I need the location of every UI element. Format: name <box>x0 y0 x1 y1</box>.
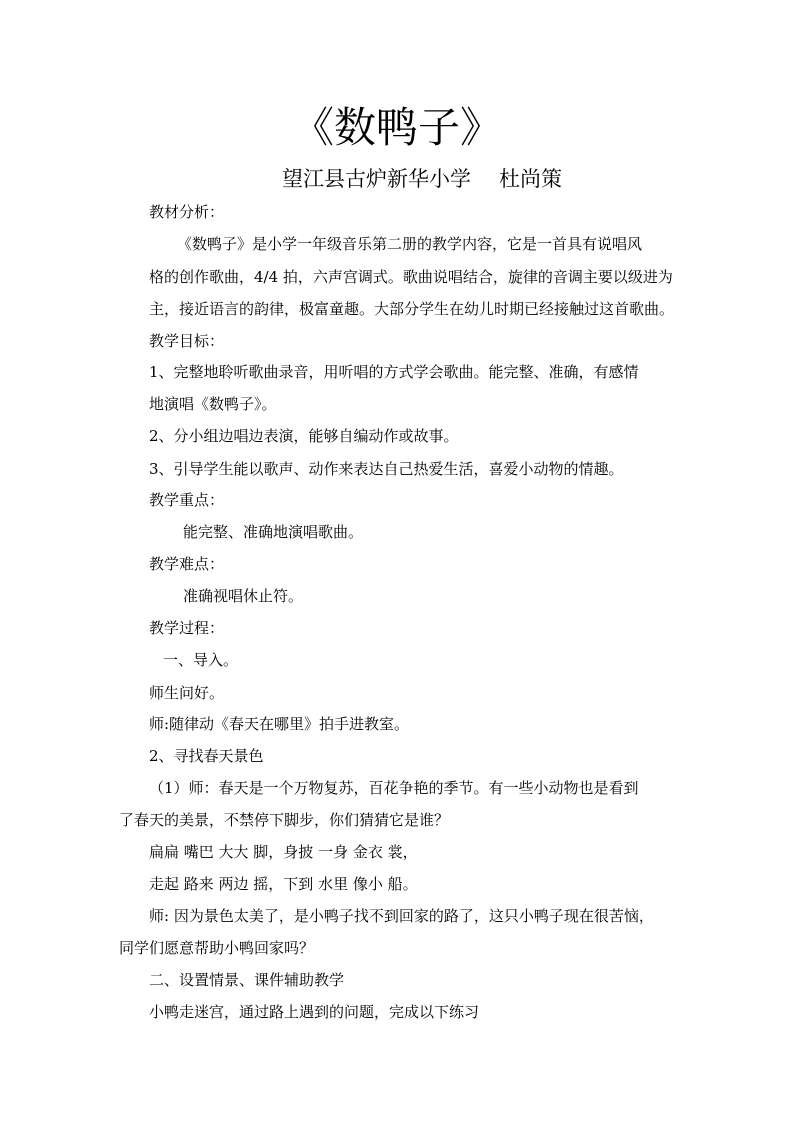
paragraph-line: 主，接近语言的韵律，极富童趣。大部分学生在幼儿时期已经接触过这首歌曲。 <box>149 300 675 318</box>
paragraph-line: 师:随律动《春天在哪里》拍手进教室。 <box>149 715 410 733</box>
lyrics-line: 扁扁 嘴巴 大大 脚，身披 一身 金衣 裳， <box>149 843 418 861</box>
paragraph-line: 能完整、准确地演唱歌曲。 <box>183 523 364 541</box>
paragraph-line: 2、分小组边唱边表演，能够自编动作或故事。 <box>149 427 459 445</box>
paragraph-line: 1、完整地聆听歌曲录音，用听唱的方式学会歌曲。能完整、准确，有感情 <box>149 363 639 381</box>
paragraph-line: 《数鸭子》是小学一年级音乐第二册的教学内容，它是一首具有说唱风 <box>177 235 643 253</box>
section-heading: 2、寻找春天景色 <box>149 747 264 765</box>
paragraph-line: （1）师：春天是一个万物复苏，百花争艳的季节。有一些小动物也是看到 <box>149 779 639 797</box>
school-name: 望江县古炉新华小学 <box>282 167 471 191</box>
author-name: 杜尚策 <box>499 167 562 191</box>
paragraph-line: 师: 因为景色太美了，是小鸭子找不到回家的路了，这只小鸭子现在很苦恼， <box>149 907 654 925</box>
heading-textbook-analysis: 教材分析： <box>149 203 225 221</box>
section-heading: 一、导入。 <box>163 651 239 669</box>
paragraph-line: 同学们愿意帮助小鸭回家吗？ <box>119 939 315 957</box>
document-title: 《数鸭子》 <box>291 103 502 152</box>
heading-teaching-goals: 教学目标： <box>149 332 225 350</box>
heading-difficulties: 教学难点： <box>149 555 225 573</box>
lyrics-line: 走起 路来 两边 摇，下到 水里 像小 船。 <box>149 875 418 893</box>
paragraph-line: 了春天的美景，不禁停下脚步，你们猜猜它是谁？ <box>119 811 450 829</box>
paragraph-line: 师生问好。 <box>149 684 225 702</box>
heading-teaching-process: 教学过程： <box>149 619 225 637</box>
paragraph-line: 3、引导学生能以歌声、动作来表达自己热爱生活，喜爱小动物的情趣。 <box>149 460 624 478</box>
paragraph-line: 格的创作歌曲，4/4 拍，六声宫调式。歌曲说唱结合，旋律的音调主要以级进为 <box>149 268 673 286</box>
paragraph-line: 地演唱《数鸭子》。 <box>149 395 277 413</box>
section-heading: 二、设置情景、课件辅助教学 <box>149 971 345 989</box>
heading-key-points: 教学重点： <box>149 491 225 509</box>
paragraph-line: 小鸭走迷宫，通过路上遇到的问题，完成以下练习 <box>149 1003 480 1021</box>
document-byline <box>282 163 562 195</box>
paragraph-line: 准确视唱休止符。 <box>183 587 304 605</box>
